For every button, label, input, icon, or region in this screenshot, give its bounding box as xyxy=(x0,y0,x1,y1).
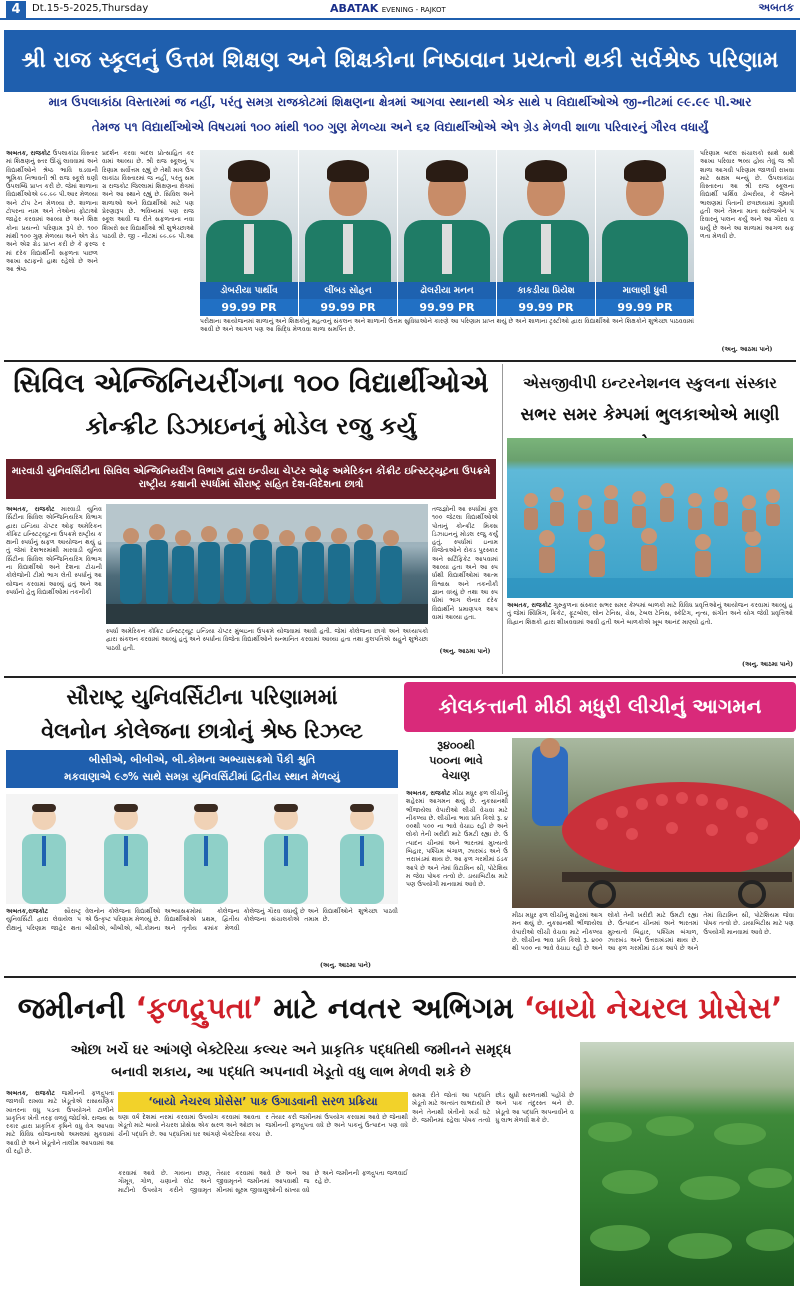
story2-headline-1: સિવિલ એન્જિનિયરીંગના ૧૦૦ વિદ્યાર્થીઓએ xyxy=(13,368,489,399)
student-pr: 99.99 PR xyxy=(596,299,694,316)
story1-left-text: ઉપલાકાંઠા વિસ્તારમાં શિક્ષણનું સ્તર ઊંચું લાવવામાં અને વિદ્યાર્થીઓને શ્રેષ્ઠ ભાવિ ઘડવાની ભૂમિકા નિભાવતી શ્રી રાજ સ્કૂલે ઘણી ઉપલબ્ધિ પ્રાપ્ત કરી છે. જેમાં શાળાના વિદ્યાર્થીઓએ ૯૯.૯૯ પી.આર મેળવ્યા અને ટોપ ટેન મેળવ્યા છે. શાળાના ટોપરના નામ અને તેઓના ફોટાઓ જાહેર કરવામાં આવ્યા છે અને શિક્ષકોના પ્રયત્નો પરિણામ રૂપે છે. ૧૦૦ માંથી ૧૦૦ ગુણ મેળવ્યા અને એ૧ ગ્રેડ અને એ૨ ગ્રેડ પ્રાપ્ત કરી છે કે ફરજમાં દરેક વિદ્યાર્થીની સફળતા પાછળ આખા સ્ટાફનો હાથ રહેલો છે અને આ શ્રેષ્ઠ xyxy=(6,150,98,274)
story3-headline-2: સભર સમર કેમ્પમાં ભુલકાઓએ માણી xyxy=(520,405,780,425)
story4-subhead-1: બીસીએ, બીબીએ, બી.કોમના અભ્યાસક્રમો પૈકી શ્રુતિ xyxy=(88,754,316,766)
story2-bottom-strip: સ્પર્ધા અમેરિકન કોંક્રિટ ઇન્સ્ટિટ્યૂટ ઇન્ડિયા ચેપ્ટર મુંબઇના ઉપક્રમે યોજવામાં આવી હતી. જેમાં કોલેજના છાત્રો અને અધ્યાપકો દ્વારા સંકલન કરવામાં આવ્યું હતું અને સ્પર્ધાના વિજેતા વિદ્યાર્થીઓને સન્માનિત કરવામાં આવ્યા હતા તથા કુલપતિએ સહુને શુભેચ્છા પાઠવી હતી. xyxy=(106,628,428,652)
edition-label: EVENING - RAJKOT xyxy=(381,6,446,14)
student-pr: 99.99 PR xyxy=(299,299,397,316)
student-card xyxy=(497,150,595,316)
story2-right-text: તજજ્ઞોની આ સ્પર્ધામાં કુલ ૧૦૦ જેટલા વિદ્યાર્થીઓએ પોતાનું કોન્ક્રીટ મિક્સ ડિઝાઇનનું મોડલ રજુ કર્યું હતું. સ્પર્ધામાં ઇનામ વિજેતાઓને રોકડ પુરસ્કાર અને સર્ટિફિકેટ આપવામાં આવ્યા હતા અને આ સ્પર્ધાથી વિદ્યાર્થીઓમાં આત્મવિશ્વાસ અને તકનીકી જ્ઞાન વધ્યું છે તથા આ સ્પર્ધામાં ભાગ લેનાર દરેક વિદ્યાર્થીને પ્રમાણપત્ર આપવામાં આવ્યા હતા. xyxy=(432,506,498,621)
story4-headline-1: સૌરાષ્ટ્ર યુનિવર્સિટીના પરિણામમાં xyxy=(66,685,338,709)
student-name: માલાણી ધ્રુવી xyxy=(596,282,694,299)
student-name: લીંબડ સોહન xyxy=(299,282,397,299)
story1-headline: શ્રી રાજ સ્કૂલનું ઉત્તમ શિક્ષણ અને શિક્ષકોના નિષ્ઠાવાન પ્રયત્નો થકી સર્વશ્રેષ્ઠ પરિણામ xyxy=(4,30,796,92)
story6-left-text: જમીનની ફળદ્રુપતા જાળવી રાખવા માટે ખેડૂતોએ રાસાયણિક ખાતરના વધુ પડતા ઉપયોગને ટાળીને પ્રાકૃતિક ખેતી તરફ વળવું જોઈએ. રાજ્ય સરકાર દ્વારા પ્રાકૃતિક કૃષિને વધુ વેગ આપવા માટે વિવિધ યોજનાઓ અમલમાં મુકવામાં આવી છે અને ખેડૂતોને તાલીમ આપવામાં આવી રહી છે. xyxy=(6,1090,115,1156)
story2-right-column xyxy=(432,506,498,646)
story6-headline-part-c: માટે નવતર અભિગમ xyxy=(263,991,524,1025)
story4-body xyxy=(6,908,398,970)
story1-byline: અબતક, રાજકોટ xyxy=(6,150,51,157)
story3-headline-1: એસજીવીપી ઇન્ટરનેશનલ સ્કુલના સંસ્કાર xyxy=(523,374,777,392)
story5-text: મીઠા મધુર ફળ લીચીનું શહેરમાં આગમન થયું છે. નુકસાનથી ભીંજાયેલા વેપારીઓ લીચી વેચવા માટે નીકળ્યા છે. લીચીના ભાવ પ્રતિ કિલો રૂ. ૪૦૦થી ૫૦૦ ના ભાવે વેચાઇ રહી છે અને લોકો તેની ખરીદી માટે ઉમટી રહ્યા છે. ઉત્પાદન ચીનમાં અને ભારતમાં મુખ્યત્વે બિહાર, પશ્ચિમ બંગાળ, ઝારખંડ અને ઉત્તરાખંડમાં થાય છે. આ ફળ ગરમીમાં ઠંડક આપે છે અને તેમાં વિટામિન સી, પોટેશિયમ જેવા પોષક તત્વો છે. ડાયાબિટીસ માટે પણ ઉપયોગી માનવામાં આવે છે. xyxy=(406,790,508,889)
story6-headline-part-a: જમીનની xyxy=(17,991,136,1025)
story2-subhead: મારવાડી યુનિવર્સિટીના સિવિલ એન્જિનિયરીંગ વિભાગ દ્વારા ઇન્ડીયા ચેપ્ટર ઓફ અમેરિકન કોંક્રીટ ઇન્સ્ટિટ્યૂટના ઉપક્રમે રાષ્ટ્રીય કક્ષાની સ્પર્ધામાં સૌરાષ્ટ્ર સહિત દેશ-વિદેશના છાત્રો xyxy=(6,459,496,499)
story6-headline-part-b: ‘ફળદ્રુપતા’ xyxy=(135,991,264,1025)
story4-headline-2: વેલનોન કોલેજના છાત્રોનું શ્રેષ્ઠ રિઝલ્ટ xyxy=(41,719,363,743)
group-photo-figures xyxy=(106,504,428,624)
story3-byline: અબતક, રાજકોટ xyxy=(507,602,552,609)
story6-mid-column: કરવામાં આવે છે. ગાયના છાણ, ગૌમૂત્ર, ગોળ, ચણાનો લોટ અને માટીનો ઉપયોગ કરીને જીવામૃત તૈયાર કરવામાં આવે છે અને આ જીવામૃતને જમીનમાં આપવાથી જમીનમાં સૂક્ષ્મ જીવાણુઓની સંખ્યા વધે છે અને જમીનની ફળદ્રુપતા જળવાઈ રહે છે. xyxy=(118,1170,408,1194)
story5-bottom-strip: મીઠા મધુર ફળ લીચીનું શહેરમાં આગમન થયું છે. નુકસાનથી ભીંજાયેલા વેપારીઓ લીચી વેચવા માટે નીકળ્યા છે. લીચીના ભાવ પ્રતિ કિલો રૂ. ૪૦૦થી ૫૦૦ ના ભાવે વેચાઇ રહી છે અને લોકો તેની ખરીદી માટે ઉમટી રહ્યા છે. ઉત્પાદન ચીનમાં અને ભારતમાં મુખ્યત્વે બિહાર, પશ્ચિમ બંગાળ, ઝારખંડ અને ઉત્તરાખંડમાં થાય છે. આ ફળ ગરમીમાં ઠંડક આપે છે અને તેમાં વિટામિન સી, પોટેશિયમ જેવા પોષક તત્વો છે. ડાયાબિટીસ માટે પણ ઉપયોગી માનવામાં આવે છે. xyxy=(512,912,794,953)
story6-headline-part-d: ‘બાયો નેચરલ પ્રોસેસ’ xyxy=(523,991,783,1025)
story2-group-photo xyxy=(106,504,428,624)
story4-subhead xyxy=(6,750,398,788)
student-name: કાકડીયા પ્રિયેશ xyxy=(497,282,595,299)
student-card xyxy=(398,150,496,316)
story3-text: ગુરુકુળના સંસ્કાર સભર સમર કેમ્પમાં બાળકો માટે વિવિધ પ્રવૃત્તિઓનું આયોજન કરવામાં આવ્યું હતું જેમાં સ્વિમિંગ, ક્રિકેટ, ફૂટબોલ, લોન ટેનિસ, ચેસ, ટેબલ ટેનિસ, સ્કેટિંગ, નૃત્ય, સંગીત અને યોગ જેવી પ્રવૃત્તિઓ વિદ્વાન શિક્ષકો દ્વારા શીખવવામાં આવી હતી અને બાળકોએ ખૂબ આનંદ માણ્યો હતો. xyxy=(507,602,793,626)
story5-body xyxy=(406,790,508,972)
story6-headline xyxy=(6,982,794,1036)
toppers-figures xyxy=(6,794,398,904)
green-crop-field xyxy=(580,1042,794,1286)
lychee-cart xyxy=(512,738,794,908)
story6-subhead-2: બનાવી શકાય, આ પદ્ધતિ અપનાવી ખેડૂતો વધુ લાભ મેળવી શકે છે xyxy=(111,1064,471,1080)
story2-headline-2: કોન્ક્રીટ ડિઝાઇનનું મોડેલ રજુ કર્યુ xyxy=(85,412,417,440)
story2-left-column xyxy=(6,506,102,671)
story5-price-1: રૂ૪૦૦થી xyxy=(437,739,475,752)
student-photo-strip xyxy=(200,150,694,316)
student-name: ડોબરીયા પાર્થીવ xyxy=(200,282,298,299)
story1-mid-text: પ્રદર્શન કરવા બદલ પ્રોત્સાહિત કરવામાં આવ્યા છે. શ્રી રાજ સ્કૂલનું પરિણામ સર્વોત્તમ રહ્યું છે તેથી માત્ર ઉપલાકાંઠા વિસ્તારમાં જ નહીં, પરંતુ સમગ્ર રાજકોટ જિલ્લામાં શિક્ષણના ક્ષેત્રમાં અને આ સ્થાને રહ્યું છે. સિવિલ અને શાળાઓ અને વિદ્યાર્થીઓ માટે પણ પ્રેરણારૂપ છે. ભવિષ્યમાં પણ રાજ સ્કૂલ આવી જ રીતે સફળતાના નવા શિખરો સર વિદ્યાર્થીઓ શ્રી શુભેચ્છાઓ પાઠવી છે. જી - નીટમાં ૯૯.૯૯ પી.આર xyxy=(102,150,194,249)
story1-right-text: પરિણામ બદલ સંચાલકો સાથે સાથે આખા પરિવાર ભવ્ય હોય તેવું જ શ્રી શાળા આગવી પરિણામ જાળવી રાખવા માટે સક્ષમ બન્યું છે. ઉપલાકાંઠા વિસ્તારના આ શ્રી રાજ સ્કૂલના વિદ્યાર્થી પાર્થિવ ડોબરીયા, કે જેમને ભાલણમાં પિતાની છત્રછાયામાં ગુમાવી હતી અને તેમના માતા સરોજબેને પરિવારનું પાલન કર્યું અને આ ગૌરવ વધાર્યું છે અને આ શાળામાં આગળ સફળતા મેળવી છે. xyxy=(700,150,794,240)
story4-byline: અબતક,રાજકોટ xyxy=(6,908,49,915)
story1-mid-column xyxy=(102,150,194,330)
story5-price-2: ૫૦૦ના ભાવે xyxy=(429,754,483,767)
story4-continued: (અનુ. આઠમા પાને) xyxy=(320,962,371,969)
story3-continued: (અનુ. આઠમા પાને) xyxy=(742,661,793,668)
pool-kids-figures xyxy=(507,438,793,598)
story1-left-column xyxy=(6,150,98,355)
story4-subhead-2: મકવાણાએ ૯૭% સાથે સમગ્ર યુનિવર્સિટીમાં દ્વિતીય સ્થાન મેળવ્યું xyxy=(64,771,340,783)
student-pr: 99.99 PR xyxy=(200,299,298,316)
divider xyxy=(4,976,796,978)
story6-left-column xyxy=(6,1090,114,1286)
student-card xyxy=(596,150,694,316)
story5-headline: કોલકત્તાની મીઠી મધુરી લીચીનું આગમન xyxy=(404,682,796,732)
story2-byline: અબતક, રાજકોટ xyxy=(6,506,55,513)
story5-byline: અબતક, રાજકોટ xyxy=(406,790,451,797)
story6-box-title: ‘બાયો નેચરલ પ્રોસેસ’ પાક ઉગાડવાની સરળ પ્રક્રિયા xyxy=(118,1092,408,1112)
story6-box-text: ઘણા વર્ષ દેશમાં નરમાં કરવામાં ઉપયોગ કરવામાં આવતા ખેડૂતો માટે બાયો નેચરલ પ્રોસેસ એક સરળ અને ઓછા ખર્ચની પદ્ધતિ છે. આ પદ્ધતિમાં ઘર આંગણે બેક્ટેરિયા કલ્ચર તૈયાર કરી જમીનમાં ઉપયોગ કરવામાં આવે છે જેનાથી જમીનની ફળદ્રુપતા વધે છે અને પાકનું ઉત્પાદન પણ વધે છે. xyxy=(118,1114,408,1138)
paper-title: ABATAK xyxy=(330,2,379,15)
story3-box xyxy=(502,364,796,674)
divider xyxy=(4,676,796,678)
story1-subhead-1: માત્ર ઉપલાકાંઠા વિસ્તારમાં જ નહીં, પરંતુ સમગ્ર રાજકોટમાં શિક્ષણના ક્ષેત્રમાં આગવા સ્થાનથી એક સાથે ૫ વિદ્યાર્થીઓએ જી-નીટમાં ૯૯.૯૯ પી.આર xyxy=(48,95,752,109)
student-name: ઢોલરીયા મનન xyxy=(398,282,496,299)
story6-byline: અબતક, રાજકોટ xyxy=(6,1090,56,1097)
story2-left-text: મારવાડી યુનિવર્સિટીના સિવિલ એન્જિનિયરિંગ વિભાગ દ્વારા ઇન્ડિયા ચેપ્ટર ઓફ અમેરિકન કોંક્રિટ ઇન્સ્ટિટ્યૂટના ઉપક્રમે રાષ્ટ્રીય કક્ષાની સ્પર્ધાનું સફળ આયોજન થયું હતું જેમાં દેશભરમાંથી મારવાડી યુનિવર્સિટીના સિવિલ એન્જિનિયરિંગ વિભાગના વિદ્યાર્થીઓ અને દેશના ટોચની કોલેજોની ટીમો ભાગ લેતી સ્પર્ધાનું આયોજન કરવામાં આવ્યું હતું અને આ સ્પર્ધાનો હેતુ વિદ્યાર્થીઓમાં તકનીકી xyxy=(6,506,102,596)
page-header xyxy=(0,0,800,20)
story4-text: સૌરાષ્ટ્ર યુનિવર્સિટી દ્વારા લેવાયેલ પરીક્ષાનું પરિણામ જાહેર થતા વેલનોન કોલેજના વિદ્યાર્થીઓએ ઉત્કૃષ્ટ પરિણામ મેળવ્યું છે. બીસીએ, બીબીએ, બી.કોમના અભ્યાસક્રમોમાં કોલેજના વિદ્યાર્થીઓએ પ્રથમ, દ્વિતીય અને તૃતીય ક્રમાંક મેળવી કોલેજનું ગૌરવ વધાર્યું છે અને કોલેજના સંચાલકોએ તમામ વિદ્યાર્થીઓને શુભેચ્છા પાઠવી છે. xyxy=(6,908,398,932)
student-pr: 99.99 PR xyxy=(497,299,595,316)
story1-subhead-2: તેમજ ૫૧ વિદ્યાર્થીઓએ વિષયમાં ૧૦૦ માંથી ૧૦૦ ગુણ મેળવ્યા અને ૬૨ વિદ્યાર્થીઓએ એ૧ ગ્રેડ મેળવી શાળા પરિવારનું ગૌરવ વધાર્યું xyxy=(91,120,709,134)
page-number: 4 xyxy=(6,1,26,19)
story6-right-column: સમગ્ર રીતે જોતાં આ પદ્ધતિ ખેડૂતો માટે અત્યંત લાભદાયી છે અને તેનાથી ખેતીનો ખર્ચ ઘટે છે. જમીનમાં રહેલા પોષક તત્વો છોડ સુધી સરળતાથી પહોંચે છે અને પાક તંદુરસ્ત બને છે. ખેડૂતો આ પદ્ધતિ અપનાવીને વધુ લાભ મેળવી શકે છે. xyxy=(412,1092,574,1124)
story1-right-column xyxy=(700,150,794,345)
issue-date: Dt.15-5-2025,Thursday xyxy=(32,3,149,14)
story5-price-box xyxy=(406,738,506,788)
student-card xyxy=(200,150,298,316)
student-card xyxy=(299,150,397,316)
story6-field-photo xyxy=(580,1042,794,1286)
story5-price-3: વેચાણ xyxy=(442,769,470,782)
student-pr: 99.99 PR xyxy=(398,299,496,316)
paper-name xyxy=(330,2,490,18)
story6-subhead-1: ઓછા ખર્ચે ઘર આંગણે બેક્ટેરિયા કલ્ચર અને પ્રાકૃતિક પદ્ધતિથી જમીનને સમૃદ્ધ xyxy=(70,1042,512,1058)
story1-bottom-strip: પરીક્ષાના આયોજનમાં શાળાનું અને શિક્ષકોનું મહત્વનું સંકલન અને શાળાની ઉત્તમ સુવિધાઓને કારણે આ પરિણામ પ્રાપ્ત થયું છે અને શાળાના ટ્રસ્ટીઓ દ્વારા વિદ્યાર્થીઓ અને શિક્ષકોને શુભેચ્છા પાઠવવામાં આવી છે અને આગળ પણ આ સિદ્ધિ મેળવવા શાળા સમર્પિત છે. xyxy=(200,318,694,334)
story3-pool-photo xyxy=(507,438,793,598)
story1-continued: (અનુ. આઠમા પાને) xyxy=(721,346,773,353)
story3-body xyxy=(507,602,793,660)
paper-logo: અબતક xyxy=(758,1,794,14)
story4-students-photo xyxy=(6,794,398,904)
divider xyxy=(4,360,796,362)
story5-lychee-photo xyxy=(512,738,794,908)
story2-continued: (અનુ. આઠમા પાને) xyxy=(439,648,491,655)
